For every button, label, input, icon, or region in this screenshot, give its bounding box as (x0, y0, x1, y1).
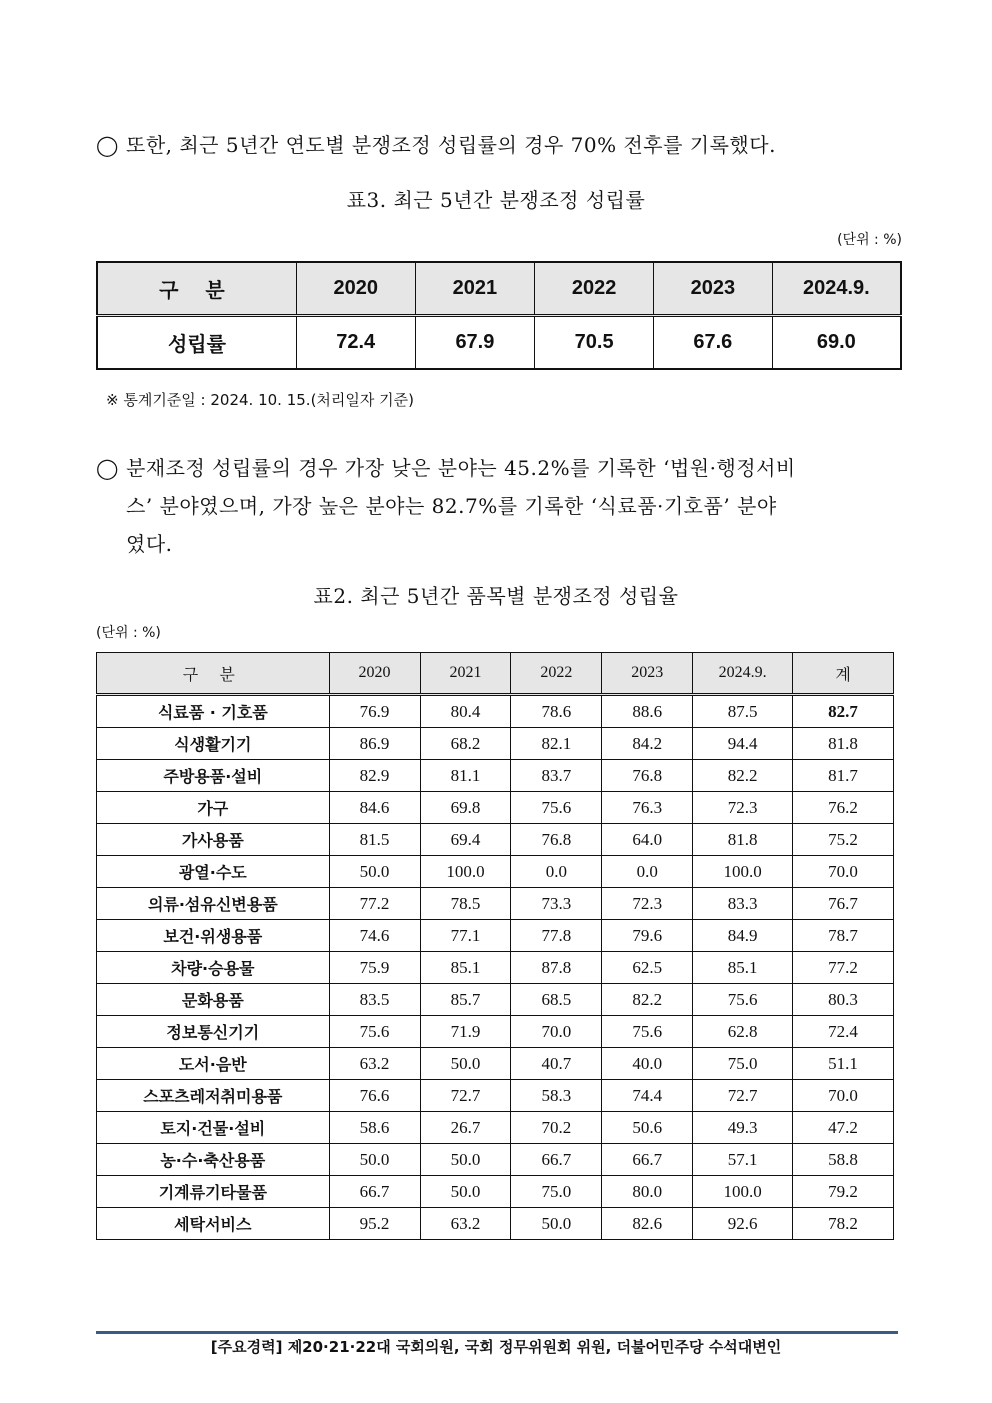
table2-cell: 76.6 (329, 1080, 420, 1112)
finding-paragraph (96, 449, 896, 563)
table1-row (97, 316, 901, 370)
table2-cell: 82.2 (693, 760, 793, 792)
finding-line-3: 였다. (126, 532, 173, 556)
table2-header-year: 2024.9. (693, 653, 793, 695)
table1-cell: 70.5 (535, 316, 654, 370)
table2-cell: 77.2 (793, 952, 894, 984)
table2-cell: 80.4 (420, 695, 511, 728)
table2-cell: 66.7 (602, 1144, 693, 1176)
table2-header-year: 2020 (329, 653, 420, 695)
table2-cell: 83.7 (511, 760, 602, 792)
finding-line-2: 스’ 분야였으며, 가장 높은 분야는 82.7%를 기록한 ‘식료품·기호품’ 분야 (126, 494, 777, 518)
table2-cell: 50.0 (329, 1144, 420, 1176)
table2-cell: 78.7 (793, 920, 894, 952)
table2-cell: 78.6 (511, 695, 602, 728)
table2-row (97, 984, 894, 1016)
table2-row (97, 1080, 894, 1112)
table2-cell: 40.0 (602, 1048, 693, 1080)
table2-row-label: 보건·위생용품 (97, 920, 330, 952)
table2-row-label: 정보통신기기 (97, 1016, 330, 1048)
table2-cell: 76.2 (793, 792, 894, 824)
table2-cell: 75.0 (511, 1176, 602, 1208)
table2-cell: 75.6 (693, 984, 793, 1016)
table2-cell: 95.2 (329, 1208, 420, 1240)
table2-header-year: 2023 (602, 653, 693, 695)
table2-row-label: 식료품 · 기호품 (97, 695, 330, 728)
table2-cell: 83.5 (329, 984, 420, 1016)
table2-cell: 47.2 (793, 1112, 894, 1144)
table2-header-year: 2021 (420, 653, 511, 695)
table2-header-row (97, 653, 894, 695)
table2-unit: (단위 : %) (96, 625, 161, 641)
table2-cell: 63.2 (420, 1208, 511, 1240)
table2-cell: 77.2 (329, 888, 420, 920)
table2-cell: 78.2 (793, 1208, 894, 1240)
table2-row-label: 차량·승용물 (97, 952, 330, 984)
table2-cell: 50.0 (511, 1208, 602, 1240)
table2-cell: 50.0 (420, 1144, 511, 1176)
footer-rule (96, 1331, 898, 1334)
table2-cell: 74.4 (602, 1080, 693, 1112)
table2-cell: 69.4 (420, 824, 511, 856)
table2-cell: 82.6 (602, 1208, 693, 1240)
table2-cell: 76.3 (602, 792, 693, 824)
table2-cell: 81.1 (420, 760, 511, 792)
table1-header-category: 구 분 (97, 262, 296, 316)
table2-cell: 79.2 (793, 1176, 894, 1208)
table2-row-label: 주방용품·설비 (97, 760, 330, 792)
table1-row-label: 성립률 (97, 316, 296, 370)
table1-header-year: 2022 (535, 262, 654, 316)
table1-cell: 72.4 (296, 316, 415, 370)
table2-cell: 75.2 (793, 824, 894, 856)
table2-cell: 73.3 (511, 888, 602, 920)
table2-header-total: 계 (793, 653, 894, 695)
table2-cell: 63.2 (329, 1048, 420, 1080)
table2-row (97, 1112, 894, 1144)
table2-row-label: 기계류기타물품 (97, 1176, 330, 1208)
table2-cell: 92.6 (693, 1208, 793, 1240)
table1-cell: 67.9 (415, 316, 535, 370)
table2-cell: 75.6 (602, 1016, 693, 1048)
intro-paragraph-text: 또한, 최근 5년간 연도별 분쟁조정 성립률의 경우 70% 전후를 기록했다. (126, 133, 776, 157)
table2-cell: 64.0 (602, 824, 693, 856)
table2-header-year: 2022 (511, 653, 602, 695)
table1-cell: 67.6 (653, 316, 772, 370)
table1-note: ※ 통계기준일 : 2024. 10. 15.(처리일자 기준) (106, 391, 414, 409)
table2-cell: 82.7 (793, 695, 894, 728)
category-settlement-table (96, 652, 894, 1240)
table2-cell: 80.3 (793, 984, 894, 1016)
table2-cell: 76.8 (602, 760, 693, 792)
table1-unit: (단위 : %) (837, 232, 902, 248)
table2-cell: 88.6 (602, 695, 693, 728)
table1-header-year: 2024.9. (772, 262, 901, 316)
table2-cell: 82.2 (602, 984, 693, 1016)
table2-cell: 72.3 (693, 792, 793, 824)
table2-cell: 70.0 (793, 1080, 894, 1112)
table2-cell: 86.9 (329, 728, 420, 760)
table2-row-label: 광열·수도 (97, 856, 330, 888)
table2-cell: 76.9 (329, 695, 420, 728)
table2-cell: 70.0 (793, 856, 894, 888)
table2-cell: 84.9 (693, 920, 793, 952)
table2-row (97, 1176, 894, 1208)
table2-cell: 72.7 (693, 1080, 793, 1112)
table2-cell: 83.3 (693, 888, 793, 920)
table2-cell: 72.3 (602, 888, 693, 920)
table2-row (97, 1208, 894, 1240)
table2-cell: 76.7 (793, 888, 894, 920)
table2-row-label: 세탁서비스 (97, 1208, 330, 1240)
table2-row-label: 농·수·축산용품 (97, 1144, 330, 1176)
table2-row (97, 856, 894, 888)
table2-cell: 75.6 (511, 792, 602, 824)
table2-cell: 100.0 (693, 856, 793, 888)
table2-cell: 50.0 (420, 1176, 511, 1208)
table2-cell: 69.8 (420, 792, 511, 824)
table2-cell: 50.6 (602, 1112, 693, 1144)
table2-cell: 68.5 (511, 984, 602, 1016)
table2-cell: 78.5 (420, 888, 511, 920)
table2-row-label: 스포츠레저취미용품 (97, 1080, 330, 1112)
table2-cell: 51.1 (793, 1048, 894, 1080)
settlement-rate-table (96, 261, 902, 370)
table2-cell: 87.8 (511, 952, 602, 984)
table2-cell: 58.3 (511, 1080, 602, 1112)
table2-cell: 57.1 (693, 1144, 793, 1176)
table2-cell: 76.8 (511, 824, 602, 856)
table2-row (97, 728, 894, 760)
table2-row (97, 792, 894, 824)
table2-cell: 75.9 (329, 952, 420, 984)
table2-cell: 58.6 (329, 1112, 420, 1144)
table2-row (97, 920, 894, 952)
table2-cell: 62.8 (693, 1016, 793, 1048)
footer-career-text: [주요경력] 제20·21·22대 국회의원, 국회 정무위원회 위원, 더불어민주당 수석대변인 (210, 1338, 782, 1356)
table2-cell: 72.4 (793, 1016, 894, 1048)
table2-cell: 100.0 (693, 1176, 793, 1208)
table2-cell: 77.1 (420, 920, 511, 952)
table2-cell: 68.2 (420, 728, 511, 760)
table2-row (97, 1048, 894, 1080)
bullet-circle-icon: ◯ (96, 133, 119, 157)
table2-cell: 80.0 (602, 1176, 693, 1208)
table2-cell: 50.0 (420, 1048, 511, 1080)
table2-cell: 70.0 (511, 1016, 602, 1048)
table2-row (97, 760, 894, 792)
table2-row-label: 문화용품 (97, 984, 330, 1016)
table2-row (97, 1016, 894, 1048)
table2-cell: 40.7 (511, 1048, 602, 1080)
table2-row-label: 도서·음반 (97, 1048, 330, 1080)
table1-header-year: 2020 (296, 262, 415, 316)
table2-row-label: 가사용품 (97, 824, 330, 856)
table2-row (97, 1144, 894, 1176)
table2-caption: 표2. 최근 5년간 품목별 분쟁조정 성립율 (313, 584, 679, 608)
table2-cell: 71.9 (420, 1016, 511, 1048)
table2-cell: 50.0 (329, 856, 420, 888)
table2-cell: 77.8 (511, 920, 602, 952)
table2-cell: 75.6 (329, 1016, 420, 1048)
table1-cell: 69.0 (772, 316, 901, 370)
table2-cell: 62.5 (602, 952, 693, 984)
table2-cell: 74.6 (329, 920, 420, 952)
table2-cell: 66.7 (329, 1176, 420, 1208)
table1-header-year: 2023 (653, 262, 772, 316)
finding-line-1: 분재조정 성립률의 경우 가장 낮은 분야는 45.2%를 기록한 ‘법원·행정서비 (126, 456, 796, 480)
table2-cell: 85.1 (693, 952, 793, 984)
table2-cell: 81.8 (693, 824, 793, 856)
table2-cell: 87.5 (693, 695, 793, 728)
table2-cell: 82.1 (511, 728, 602, 760)
table2-cell: 85.7 (420, 984, 511, 1016)
table2-row-label: 의류·섬유신변용품 (97, 888, 330, 920)
table2-cell: 72.7 (420, 1080, 511, 1112)
table2-cell: 0.0 (602, 856, 693, 888)
table2-cell: 85.1 (420, 952, 511, 984)
table2-cell: 100.0 (420, 856, 511, 888)
table2-cell: 79.6 (602, 920, 693, 952)
table2-cell: 81.5 (329, 824, 420, 856)
table1-header-year: 2021 (415, 262, 535, 316)
table2-cell: 82.9 (329, 760, 420, 792)
bullet-circle-icon: ◯ (96, 456, 119, 480)
table2-cell: 94.4 (693, 728, 793, 760)
table2-row (97, 888, 894, 920)
table2-header-category: 구 분 (97, 653, 330, 695)
table2-row-label: 토지·건물·설비 (97, 1112, 330, 1144)
table2-cell: 75.0 (693, 1048, 793, 1080)
table2-cell: 58.8 (793, 1144, 894, 1176)
table2-cell: 0.0 (511, 856, 602, 888)
table1-caption: 표3. 최근 5년간 분쟁조정 성립률 (346, 188, 646, 212)
table2-row-label: 가구 (97, 792, 330, 824)
table2-cell: 49.3 (693, 1112, 793, 1144)
table2-cell: 84.6 (329, 792, 420, 824)
table2-cell: 84.2 (602, 728, 693, 760)
table2-row-label: 식생활기기 (97, 728, 330, 760)
table2-row (97, 824, 894, 856)
table2-row (97, 952, 894, 984)
table2-cell: 26.7 (420, 1112, 511, 1144)
intro-paragraph (96, 126, 896, 164)
table2-cell: 70.2 (511, 1112, 602, 1144)
table2-cell: 81.8 (793, 728, 894, 760)
table2-cell: 66.7 (511, 1144, 602, 1176)
table1-header-row (97, 262, 901, 316)
table2-cell: 81.7 (793, 760, 894, 792)
table2-row (97, 695, 894, 728)
